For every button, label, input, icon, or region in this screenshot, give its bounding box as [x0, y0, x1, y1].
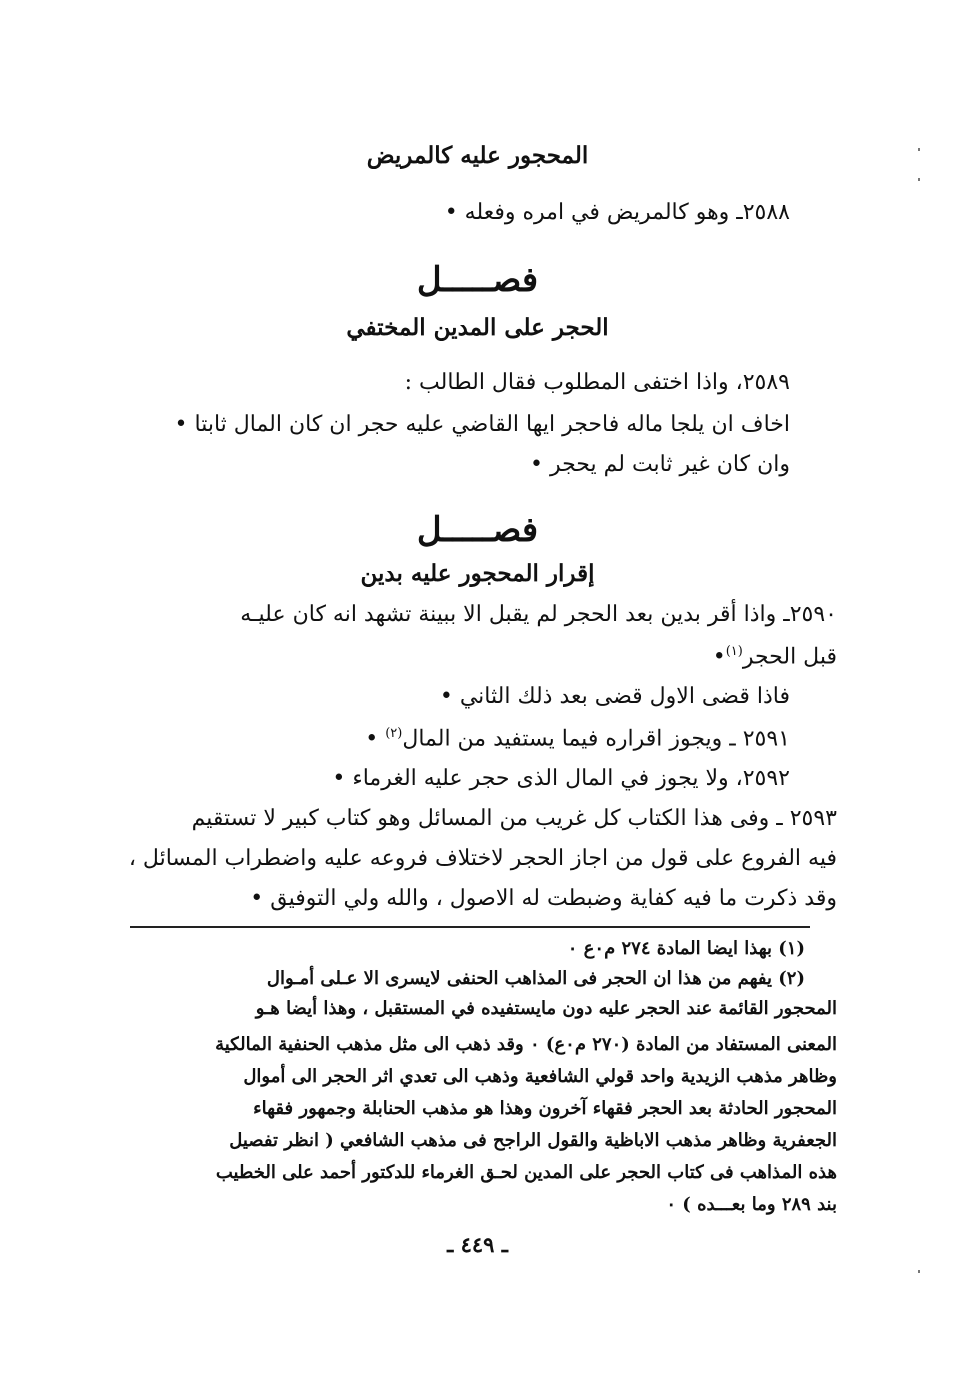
margin-mark	[918, 178, 920, 181]
footnote-2-line7: هذه المذاهب فى كتاب الحجر على المدين لحـق الغرماء للدكتور أحمد على الخطيب	[215, 1162, 837, 1183]
heading-sick-person: المحجور عليه كالمريض	[366, 142, 589, 169]
article-2589-line3: وان كان غير ثابت لم يحجر •	[529, 452, 790, 477]
footnote-2-line4: وظاهر مذهب الزيدية واحد قولي الشافعية وذهب الى تعدي اثر الحجر الى أموال	[243, 1066, 837, 1087]
article-2588: ٢٥٨٨ـ وهو كالمريض في امره وفعله •	[444, 200, 790, 225]
article-2591-text: ٢٥٩١ ـ ويجوز اقراره فيما يستفيد من المال	[402, 726, 790, 752]
article-2593-line3: وقد ذكرت ما فيه كفاية وضبطت له الاصول ، والله ولي التوفيق •	[250, 886, 837, 911]
footnote-ref-1: (١)	[725, 644, 743, 659]
article-2590-end: •	[712, 644, 726, 670]
margin-mark	[918, 1270, 920, 1273]
page-number: ـ ٤٤٩ ـ	[447, 1232, 508, 1257]
heading-debt-acknowledgement: إقرار المحجور عليه بدين	[360, 560, 595, 587]
footnote-2-line3: المعنى المستفاد من المادة (٢٧٠ م٠ع) ٠ وقد ذهب الى مثل مذهب الحنفية المالكية	[215, 1034, 837, 1055]
article-2589-line2: اخاف ان يلجا ماله فاحجر ايها القاضي عليه حجر ان كان المال ثابتا •	[174, 412, 790, 437]
heading-hidden-debtor: الحجر على المدين المختفي	[346, 314, 609, 341]
article-2592: ٢٥٩٢، ولا يجوز في المال الذى حجر عليه الغرماء •	[332, 766, 790, 791]
article-2593-line1: ٢٥٩٣ ـ وفى هذا الكتاب كل غريب من المسائل وهو كتاب كبير لا تستقيم	[191, 806, 837, 831]
section-title: فصـــــل	[416, 260, 539, 300]
article-2591-end: •	[365, 726, 379, 752]
footnote-2-line5: المحجور الحادثة بعد الحجر فقهاء آخرون وهذا هو مذهب الحنابلة وجمهور فقهاء	[253, 1098, 837, 1119]
footnote-divider	[130, 926, 810, 928]
footnote-2-line2: المحجور القائمة عند الحجر عليه دون مايستفيده في المستقبل ، وهذا أيضا هـو	[255, 998, 837, 1019]
article-2590-line1: ٢٥٩٠ـ واذا أقر بدين بعد الحجر لم يقبل الا ببينة تشهد انه كان عليـه	[240, 602, 837, 627]
article-2590-text: قبل الحجر	[742, 644, 837, 670]
article-2590-line3: فاذا قضى الاول قضى بعد ذلك الثاني •	[439, 684, 790, 709]
article-2591	[365, 726, 790, 751]
article-2589-line1: ٢٥٨٩، واذا اختفى المطلوب فقال الطالب :	[404, 370, 790, 395]
footnote-1: (١) بهذا ايضا المادة ٢٧٤ م٠ع ٠	[567, 938, 805, 959]
section-title: فصـــــل	[416, 510, 539, 550]
article-2593-line2: فيه الفروع على قول من اجاز الحجر لاختلاف فروعه عليه واضطراب المسائل ،	[128, 846, 837, 871]
footnote-ref-2: (٢)	[385, 726, 403, 741]
footnote-2-line1: (٢) يفهم من هذا ان الحجر فى المذاهب الحنفى لايسرى الا عـلى أمـوال	[266, 968, 805, 989]
footnote-2-line8: بند ٢٨٩ وما بعـــده ) ٠	[666, 1194, 837, 1215]
footnote-2-line6: الجعفرية وظاهر مذهب الاباظية والقول الراجح فى مذهب الشافعي ( انظر تفصيل	[229, 1130, 837, 1151]
article-2590-line2	[713, 644, 837, 669]
